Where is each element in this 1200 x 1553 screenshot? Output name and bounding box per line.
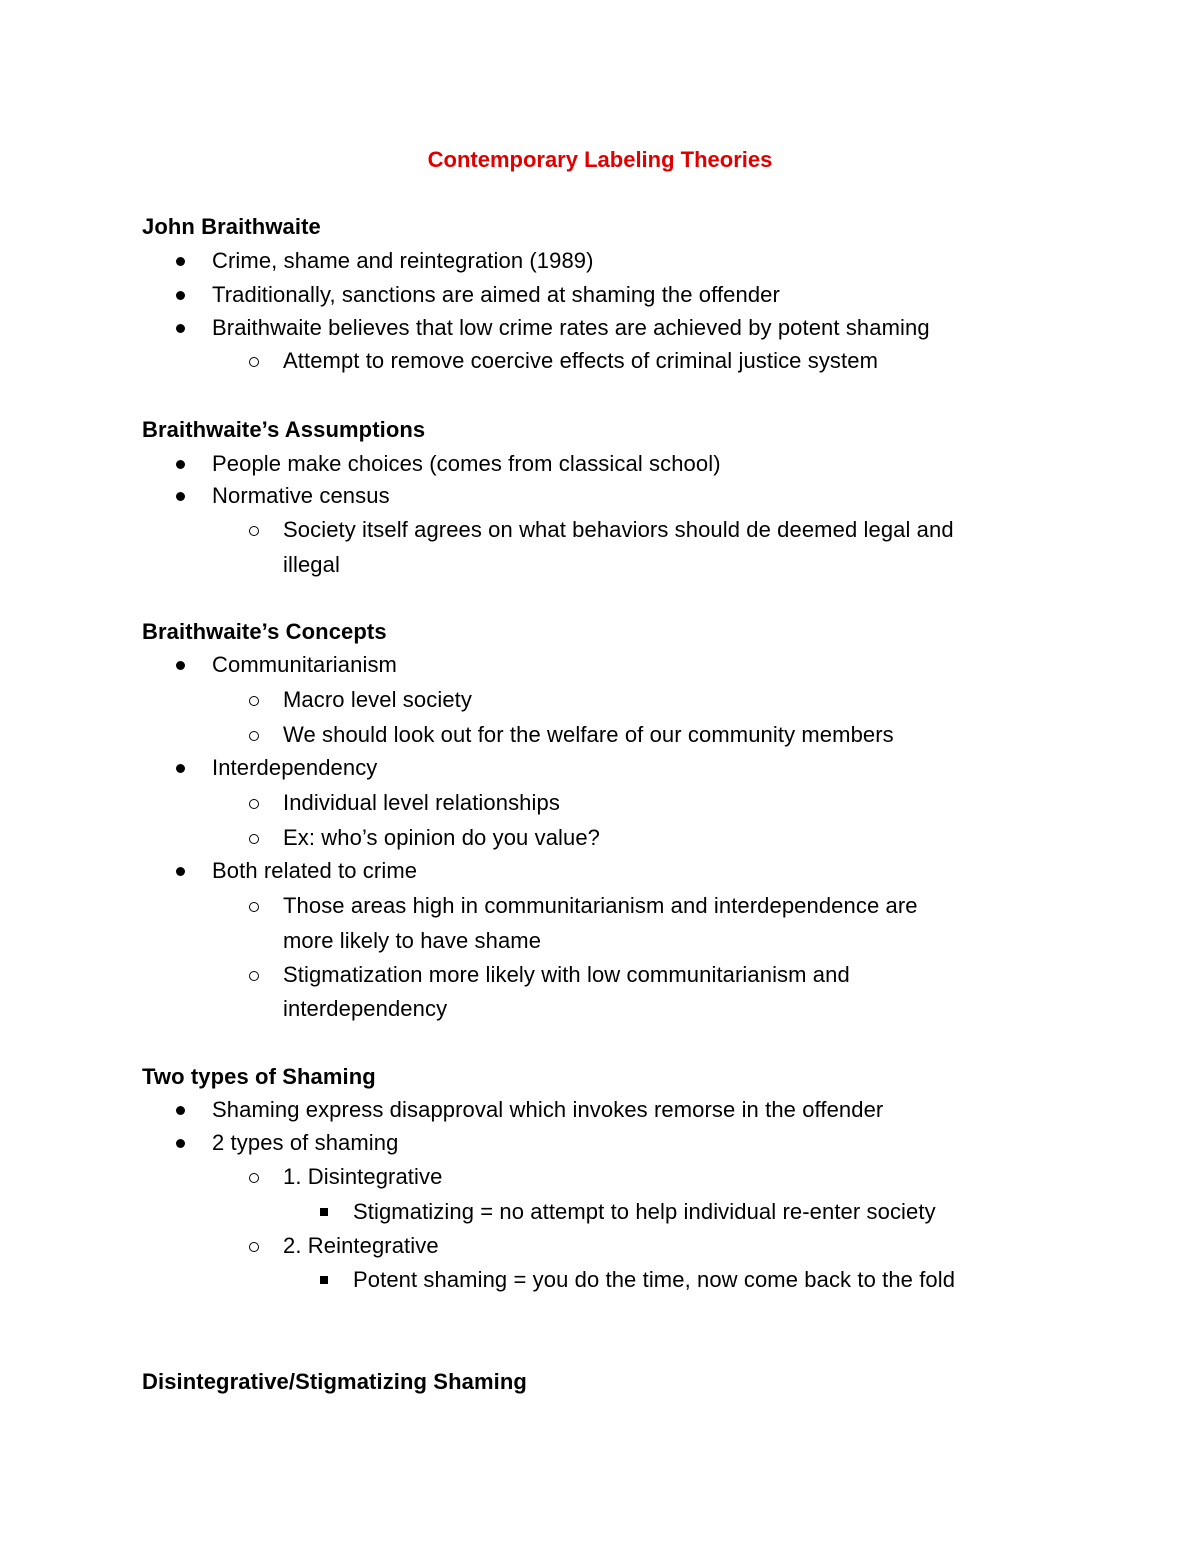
list-item: Macro level society [283, 687, 472, 712]
bullet-dot-icon [176, 291, 185, 300]
bullet-dot-icon [176, 324, 185, 333]
section-heading-john-braithwaite: John Braithwaite [142, 214, 321, 239]
list-item-continuation: interdependency [283, 996, 448, 1021]
section-heading-two-types: Two types of Shaming [142, 1064, 376, 1089]
list-item: Stigmatization more likely with low communitarianism and [283, 962, 850, 987]
bullet-dot-icon [176, 1139, 185, 1148]
list-item: Both related to crime [212, 858, 418, 883]
bullet-dot-icon [176, 460, 185, 469]
bullet-circle-icon [249, 696, 259, 706]
list-item: 1. Disintegrative [283, 1164, 443, 1189]
list-item: Crime, shame and reintegration (1989) [212, 248, 594, 273]
page-title: Contemporary Labeling Theories [427, 147, 773, 172]
bullet-dot-icon [176, 867, 185, 876]
bullet-dot-icon [176, 661, 185, 670]
list-item: 2 types of shaming [212, 1130, 399, 1155]
bullet-circle-icon [249, 1242, 259, 1252]
bullet-dot-icon [176, 764, 185, 773]
list-item-continuation: more likely to have shame [283, 928, 542, 953]
bullet-square-icon [320, 1208, 328, 1216]
list-item: Interdependency [212, 755, 378, 780]
list-item: Traditionally, sanctions are aimed at shaming the offender [212, 282, 780, 307]
list-item: Those areas high in communitarianism and interdependence are [283, 893, 918, 918]
bullet-dot-icon [176, 1106, 185, 1115]
section-heading-disintegrative: Disintegrative/Stigmatizing Shaming [142, 1369, 527, 1394]
list-item: People make choices (comes from classical school) [212, 451, 721, 476]
bullet-circle-icon [249, 971, 259, 981]
bullet-dot-icon [176, 492, 185, 501]
list-item: Attempt to remove coercive effects of criminal justice system [283, 348, 879, 373]
list-item: Braithwaite believes that low crime rates are achieved by potent shaming [212, 315, 930, 340]
bullet-circle-icon [249, 731, 259, 741]
list-item: 2. Reintegrative [283, 1233, 439, 1258]
bullet-circle-icon [249, 526, 259, 536]
list-item: Communitarianism [212, 652, 397, 677]
list-item-continuation: illegal [283, 552, 340, 577]
section-heading-concepts: Braithwaite’s Concepts [142, 619, 387, 644]
bullet-circle-icon [249, 357, 259, 367]
list-item: Society itself agrees on what behaviors should de deemed legal and [283, 517, 954, 542]
bullet-square-icon [320, 1276, 328, 1284]
list-item: Potent shaming = you do the time, now come back to the fold [353, 1267, 956, 1292]
list-item: Shaming express disapproval which invokes remorse in the offender [212, 1097, 884, 1122]
list-item: Stigmatizing = no attempt to help individual re-enter society [353, 1199, 936, 1224]
list-item: Individual level relationships [283, 790, 560, 815]
list-item: Normative census [212, 483, 390, 508]
bullet-circle-icon [249, 834, 259, 844]
list-item: Ex: who’s opinion do you value? [283, 825, 601, 850]
bullet-circle-icon [249, 902, 259, 912]
list-item: We should look out for the welfare of our community members [283, 722, 894, 747]
bullet-circle-icon [249, 1173, 259, 1183]
bullet-circle-icon [249, 799, 259, 809]
section-heading-assumptions: Braithwaite’s Assumptions [142, 417, 426, 442]
bullet-dot-icon [176, 257, 185, 266]
